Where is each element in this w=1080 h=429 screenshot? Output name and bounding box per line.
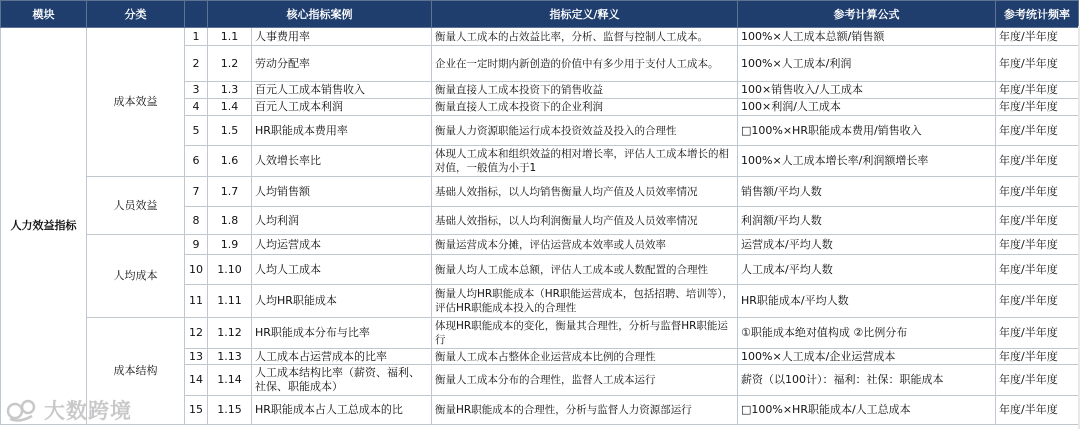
indicator-formula: 100%×人工成本增长率/利润额增长率 [738, 146, 996, 177]
watermark-text: 大数跨境 [44, 399, 132, 423]
indicator-code: 1.10 [208, 255, 252, 285]
indicator-frequency: 年度/半年度 [996, 365, 1079, 396]
indicator-code: 1.2 [208, 46, 252, 82]
table-row [1, 318, 1079, 349]
indicator-formula: □100%×HR职能成本费用/销售收入 [738, 116, 996, 146]
header-number [185, 1, 208, 28]
indicator-formula: 100%×人工成本/利润 [738, 46, 996, 82]
indicator-definition: 衡量人工成本分布的合理性，监督人工成本运行 [432, 365, 738, 396]
header-module: 模块 [1, 1, 87, 28]
indicator-definition: 衡量人均HR职能成本（HR职能运营成本，包括招聘、培训等），评估HR职能成本投入的合理性 [432, 285, 738, 318]
header-definition: 指标定义/释义 [432, 1, 738, 28]
indicator-formula: ①职能成本绝对值构成 ②比例分布 [738, 318, 996, 349]
row-number: 13 [185, 349, 208, 365]
indicator-frequency: 年度/半年度 [996, 146, 1079, 177]
indicator-code: 1.3 [208, 82, 252, 99]
indicator-name: 人均运营成本 [252, 235, 432, 255]
category-cell: 人均成本 [87, 235, 185, 318]
indicator-formula: □100%×HR职能成本/人工总成本 [738, 396, 996, 425]
indicator-frequency: 年度/半年度 [996, 46, 1079, 82]
row-number: 1 [185, 28, 208, 46]
indicator-name: 人事费用率 [252, 28, 432, 46]
header-row [1, 1, 1079, 28]
indicator-definition: 衡量HR职能成本的合理性，分析与监督人力资源部运行 [432, 396, 738, 425]
indicator-code: 1.7 [208, 177, 252, 207]
category-cell: 人员效益 [87, 177, 185, 235]
category-cell: 成本结构 [87, 318, 185, 425]
row-number: 7 [185, 177, 208, 207]
indicator-name: HR职能成本费用率 [252, 116, 432, 146]
indicator-definition: 衡量人均人工成本总额，评估人工成本或人数配置的合理性 [432, 255, 738, 285]
indicator-frequency: 年度/半年度 [996, 396, 1079, 425]
indicator-frequency: 年度/半年度 [996, 318, 1079, 349]
indicator-code: 1.13 [208, 349, 252, 365]
indicator-name: 百元人工成本利润 [252, 99, 432, 116]
indicator-name: 人均销售额 [252, 177, 432, 207]
indicator-definition: 衡量直接人工成本投资下的企业利润 [432, 99, 738, 116]
indicator-definition: 衡量人工成本的占效益比率，分析、监督与控制人工成本。 [432, 28, 738, 46]
indicator-frequency: 年度/半年度 [996, 28, 1079, 46]
indicator-formula: HR职能成本/平均人数 [738, 285, 996, 318]
indicator-code: 1.15 [208, 396, 252, 425]
indicator-frequency: 年度/半年度 [996, 255, 1079, 285]
module-cell: 人力效益指标 [1, 28, 87, 425]
indicator-definition: 衡量人力资源职能运行成本投资效益及投入的合理性 [432, 116, 738, 146]
indicator-code: 1.5 [208, 116, 252, 146]
indicator-code: 1.4 [208, 99, 252, 116]
indicator-code: 1.14 [208, 365, 252, 396]
indicator-formula: 运营成本/平均人数 [738, 235, 996, 255]
indicator-name: HR职能成本占人工总成本的比 [252, 396, 432, 425]
indicator-definition: 企业在一定时期内新创造的价值中有多少用于支付人工成本。 [432, 46, 738, 82]
indicator-code: 1.11 [208, 285, 252, 318]
row-number: 6 [185, 146, 208, 177]
indicator-name: 人均利润 [252, 207, 432, 235]
indicator-formula: 100%×人工成本总额/销售额 [738, 28, 996, 46]
indicator-frequency: 年度/半年度 [996, 177, 1079, 207]
indicator-name: 人工成本占运营成本的比率 [252, 349, 432, 365]
indicator-name: 人效增长率比 [252, 146, 432, 177]
indicator-definition: 基础人效指标，以人均利润衡量人均产值及人员效率情况 [432, 207, 738, 235]
indicator-frequency: 年度/半年度 [996, 235, 1079, 255]
row-number: 15 [185, 396, 208, 425]
indicator-formula: 薪资（以100计）：福利：社保：职能成本 [738, 365, 996, 396]
row-number: 9 [185, 235, 208, 255]
indicator-name: 劳动分配率 [252, 46, 432, 82]
indicator-definition: 基础人效指标，以人均销售衡量人均产值及人员效率情况 [432, 177, 738, 207]
indicator-name: 百元人工成本销售收入 [252, 82, 432, 99]
indicator-code: 1.9 [208, 235, 252, 255]
indicator-frequency: 年度/半年度 [996, 207, 1079, 235]
header-frequency: 参考统计频率 [996, 1, 1079, 28]
header-indicator: 核心指标案例 [208, 1, 432, 28]
row-number: 2 [185, 46, 208, 82]
indicator-name: 人工成本结构比率（薪资、福利、社保、职能成本） [252, 365, 432, 396]
row-number: 11 [185, 285, 208, 318]
indicator-formula: 100×利润/人工成本 [738, 99, 996, 116]
watermark [6, 394, 132, 426]
table-row [1, 177, 1079, 207]
indicator-formula: 人工成本/平均人数 [738, 255, 996, 285]
indicator-frequency: 年度/半年度 [996, 116, 1079, 146]
indicator-definition: 衡量运营成本分摊，评估运营成本效率或人员效率 [432, 235, 738, 255]
indicator-definition: 衡量人工成本占整体企业运营成本比例的合理性 [432, 349, 738, 365]
indicator-frequency: 年度/半年度 [996, 285, 1079, 318]
indicator-code: 1.1 [208, 28, 252, 46]
row-number: 12 [185, 318, 208, 349]
indicator-frequency: 年度/半年度 [996, 99, 1079, 116]
row-number: 4 [185, 99, 208, 116]
indicator-definition: 衡量直接人工成本投资下的销售收益 [432, 82, 738, 99]
indicator-formula: 100×销售收入/人工成本 [738, 82, 996, 99]
indicator-code: 1.8 [208, 207, 252, 235]
indicator-name: 人均人工成本 [252, 255, 432, 285]
watermark-logo-icon [6, 397, 40, 423]
row-number: 3 [185, 82, 208, 99]
row-number: 14 [185, 365, 208, 396]
row-number: 10 [185, 255, 208, 285]
table-row [1, 28, 1079, 46]
category-cell: 成本效益 [87, 28, 185, 177]
indicator-definition: 体现人工成本和组织效益的相对增长率，评估人工成本增长的相对值，一般值为小于1 [432, 146, 738, 177]
indicator-frequency: 年度/半年度 [996, 82, 1079, 99]
indicator-name: 人均HR职能成本 [252, 285, 432, 318]
indicator-formula: 利润额/平均人数 [738, 207, 996, 235]
indicator-name: HR职能成本分布与比率 [252, 318, 432, 349]
indicator-formula: 销售额/平均人数 [738, 177, 996, 207]
table-row [1, 235, 1079, 255]
indicator-code: 1.12 [208, 318, 252, 349]
row-number: 8 [185, 207, 208, 235]
header-category: 分类 [87, 1, 185, 28]
row-number: 5 [185, 116, 208, 146]
indicator-definition: 体现HR职能成本的变化，衡量其合理性，分析与监督HR职能运行 [432, 318, 738, 349]
header-formula: 参考计算公式 [738, 1, 996, 28]
indicator-code: 1.6 [208, 146, 252, 177]
indicator-frequency: 年度/半年度 [996, 349, 1079, 365]
indicator-formula: 100%×人工成本/企业运营成本 [738, 349, 996, 365]
